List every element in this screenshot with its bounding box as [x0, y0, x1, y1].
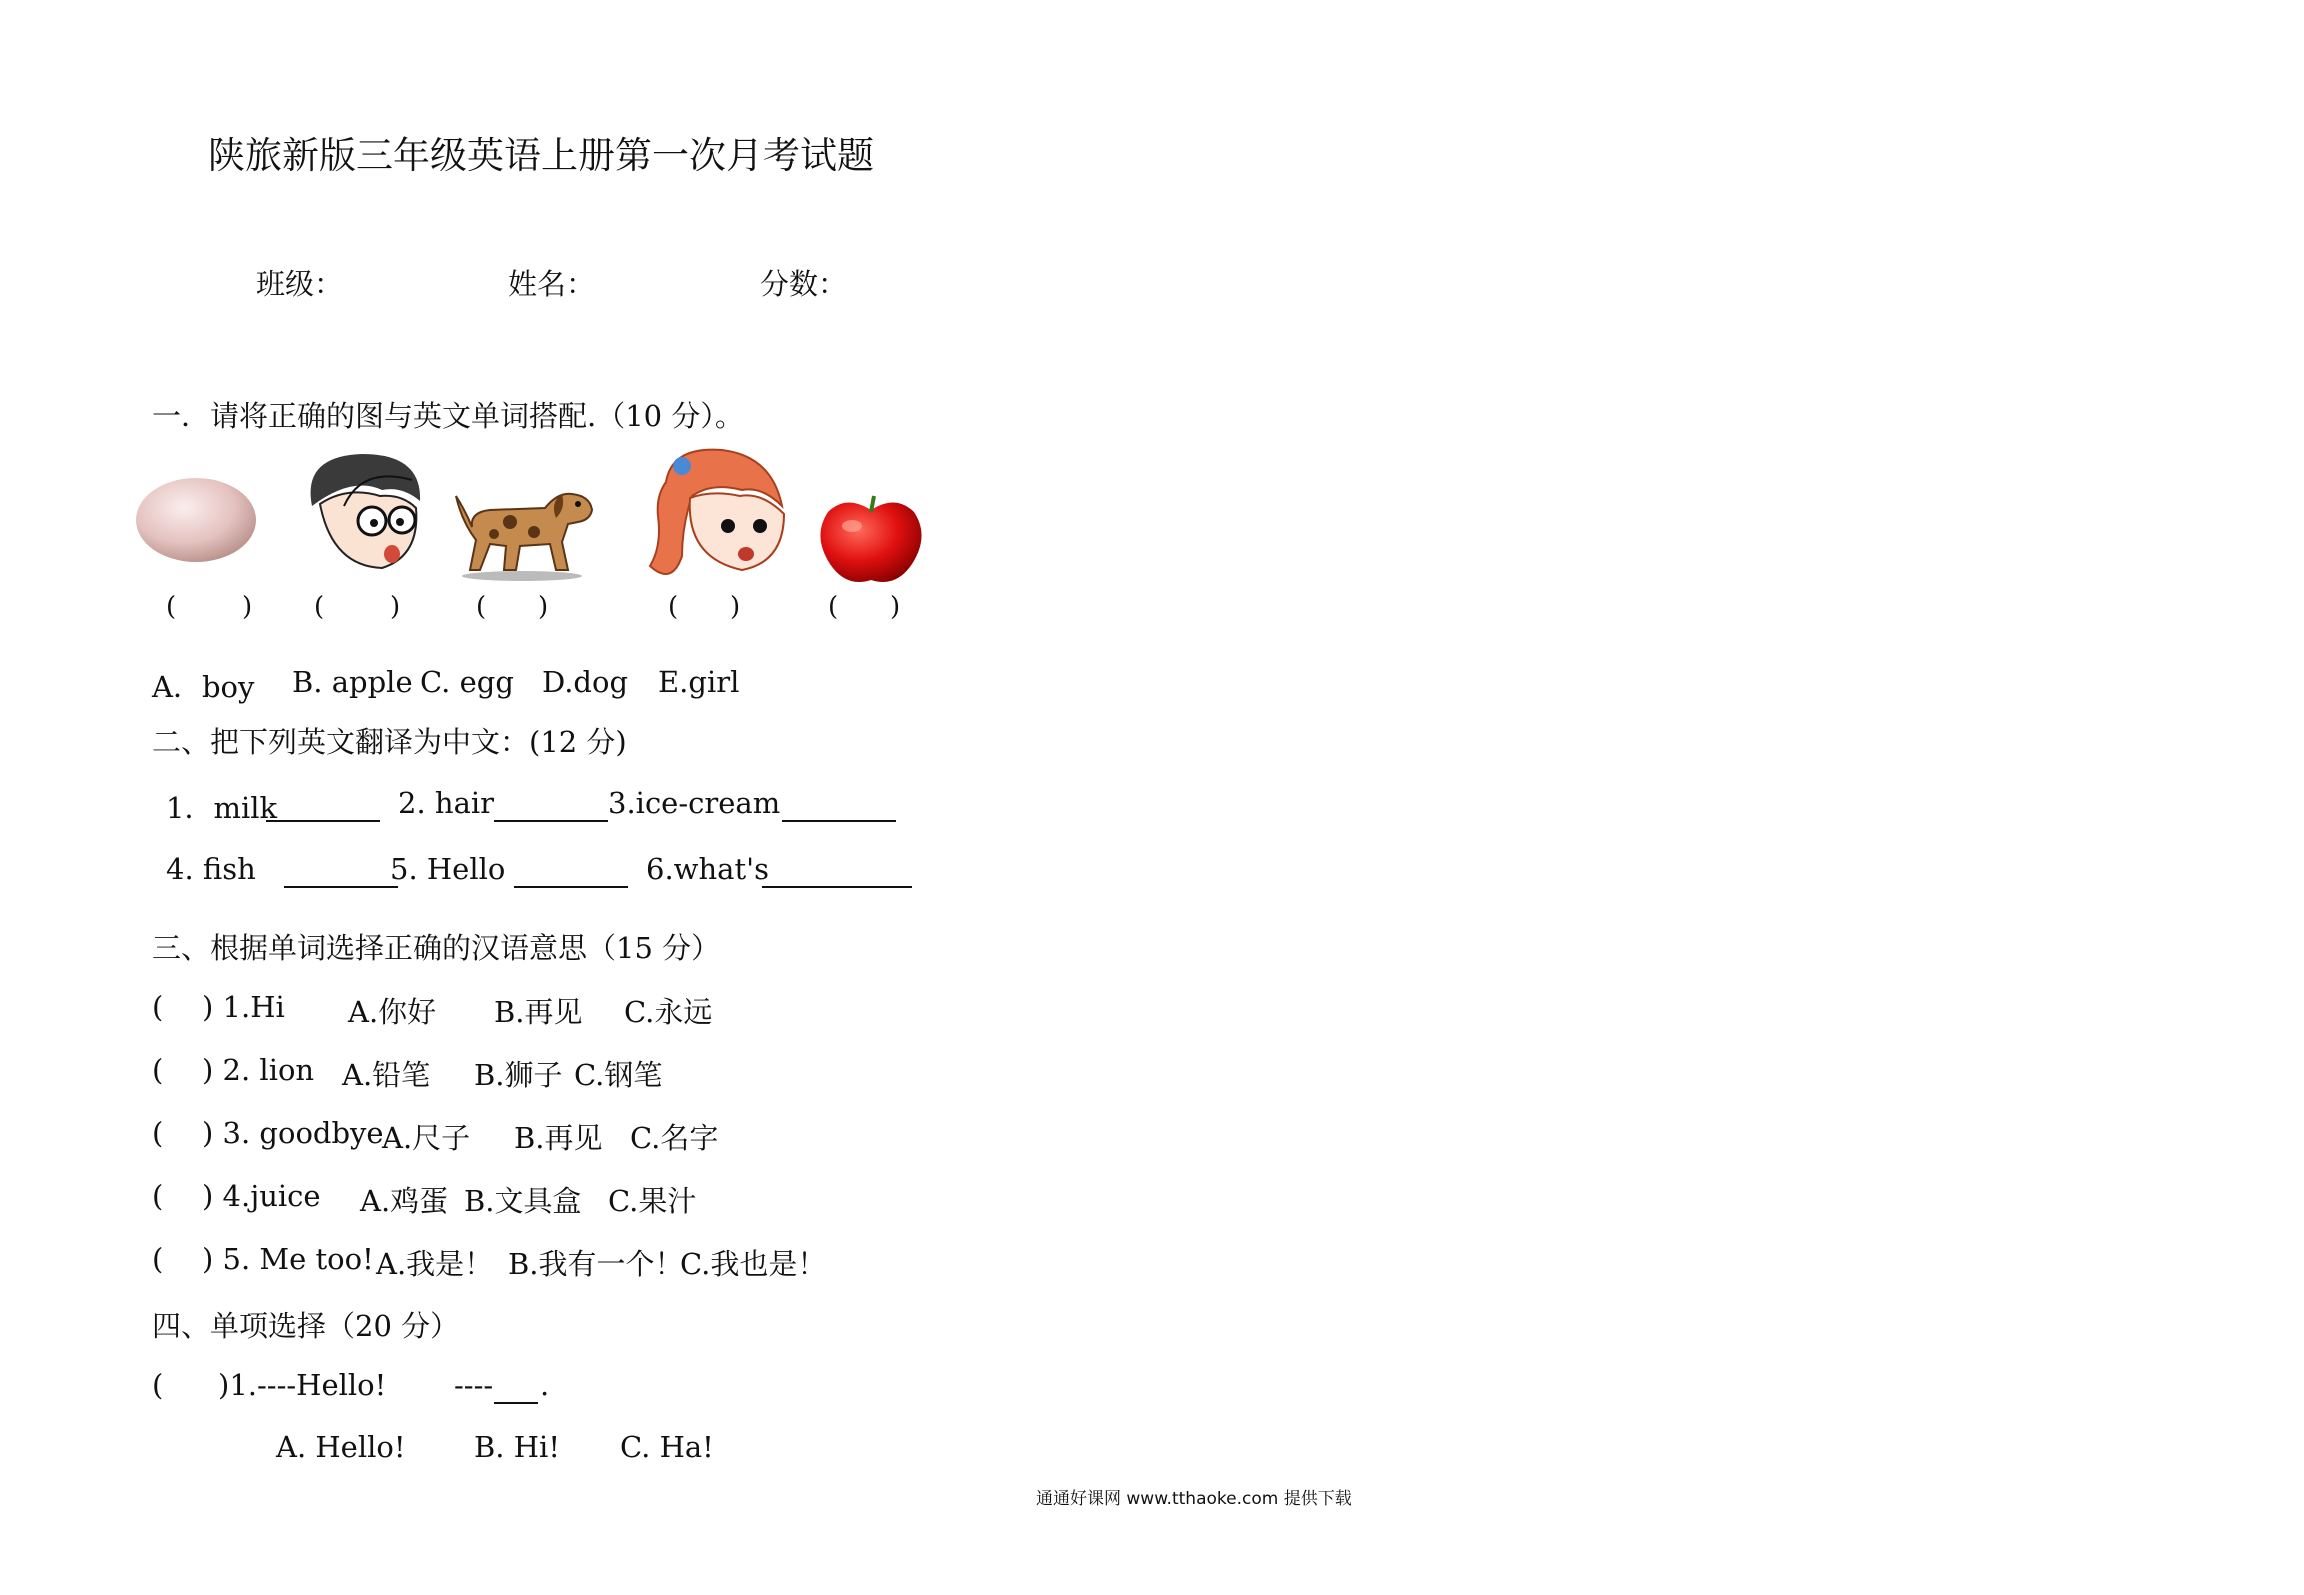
answer-blank[interactable] — [494, 1372, 538, 1404]
choice-b: B.我有一个！ — [508, 1247, 684, 1281]
answer-paren-right: ) — [242, 592, 253, 622]
translate-item: 6.what's — [646, 852, 769, 886]
option-c: C. egg — [420, 665, 514, 699]
score-label: 分数： — [760, 267, 848, 301]
answer-blank[interactable] — [782, 790, 896, 822]
answer-paren-left: ( — [828, 592, 839, 622]
answer-blank[interactable] — [762, 856, 912, 888]
question-word: ) 3. goodbye — [202, 1116, 384, 1150]
choice-a: A.尺子 — [382, 1121, 471, 1155]
reply-prefix: ---- — [454, 1368, 494, 1402]
section2-heading: 二、把下列英文翻译为中文：(12 分) — [152, 725, 627, 759]
name-label: 姓名： — [508, 267, 596, 301]
option-b: B. apple — [292, 665, 413, 699]
section3-heading: 三、根据单词选择正确的汉语意思（15 分） — [152, 931, 721, 965]
answer-paren-left: ( — [166, 592, 177, 622]
choice-a: A. Hello! — [276, 1430, 406, 1464]
answer-paren[interactable]: ( — [152, 1242, 164, 1276]
translate-item: 2. hair — [398, 786, 494, 820]
answer-paren[interactable]: ( — [152, 990, 164, 1024]
question-word: ) 2. lion — [202, 1053, 315, 1087]
dog-icon — [450, 472, 600, 582]
answer-paren-left: ( — [314, 592, 325, 622]
boy-icon — [292, 446, 434, 580]
answer-paren[interactable]: ( — [152, 1179, 164, 1213]
section1-heading: 一．请将正确的图与英文单词搭配.（10 分）。 — [152, 399, 744, 433]
footer-credit: 通通好课网 www.tthaoke.com 提供下载 — [1036, 1489, 1352, 1509]
question-word: ) 4.juice — [202, 1179, 321, 1213]
answer-blank[interactable] — [284, 856, 398, 888]
answer-paren-left: ( — [668, 592, 679, 622]
choice-c: C.钢笔 — [574, 1058, 663, 1092]
translate-item: 3.ice-cream — [608, 786, 781, 820]
question-word: ) 5. Me too! — [202, 1242, 374, 1276]
question-text: )1.----Hello! — [218, 1368, 387, 1402]
answer-paren[interactable]: ( — [152, 1053, 164, 1087]
translate-item: 1．milk — [166, 791, 278, 825]
choice-c: C.永远 — [624, 995, 713, 1029]
reply-suffix: . — [540, 1368, 550, 1402]
answer-paren-right: ) — [890, 592, 901, 622]
choice-b: B.文具盒 — [464, 1184, 582, 1218]
choice-c: C. Ha! — [620, 1430, 714, 1464]
choice-b: B. Hi! — [474, 1430, 560, 1464]
section4-heading: 四、单项选择（20 分） — [152, 1309, 460, 1343]
option-a: A．boy — [152, 670, 255, 704]
option-d: D.dog — [542, 665, 629, 699]
class-label: 班级： — [256, 267, 344, 301]
egg-icon — [132, 474, 262, 566]
choice-b: B.再见 — [494, 995, 583, 1029]
answer-blank[interactable] — [266, 790, 380, 822]
choice-a: A.铅笔 — [342, 1058, 431, 1092]
choice-c: C.我也是！ — [680, 1247, 827, 1281]
choice-a: A.你好 — [348, 995, 437, 1029]
choice-b: B.再见 — [514, 1121, 603, 1155]
choice-c: C.名字 — [630, 1121, 719, 1155]
answer-paren-left: ( — [476, 592, 487, 622]
translate-item: 4. fish — [166, 852, 256, 886]
answer-paren-right: ) — [730, 592, 741, 622]
answer-blank[interactable] — [514, 856, 628, 888]
answer-paren[interactable]: ( — [152, 1116, 164, 1150]
apple-icon — [816, 492, 926, 588]
answer-paren-right: ) — [390, 592, 401, 622]
answer-blank[interactable] — [494, 790, 608, 822]
choice-a: A.我是！ — [376, 1247, 494, 1281]
question-word: ) 1.Hi — [202, 990, 285, 1024]
option-e: E.girl — [658, 665, 740, 699]
answer-paren-right: ) — [538, 592, 549, 622]
girl-icon — [642, 446, 794, 588]
choice-b: B.狮子 — [474, 1058, 563, 1092]
answer-paren[interactable]: ( — [152, 1368, 164, 1402]
choice-c: C.果汁 — [608, 1184, 697, 1218]
translate-item: 5. Hello — [390, 852, 506, 886]
page-title: 陕旅新版三年级英语上册第一次月考试题 — [208, 134, 874, 177]
choice-a: A.鸡蛋 — [360, 1184, 449, 1218]
